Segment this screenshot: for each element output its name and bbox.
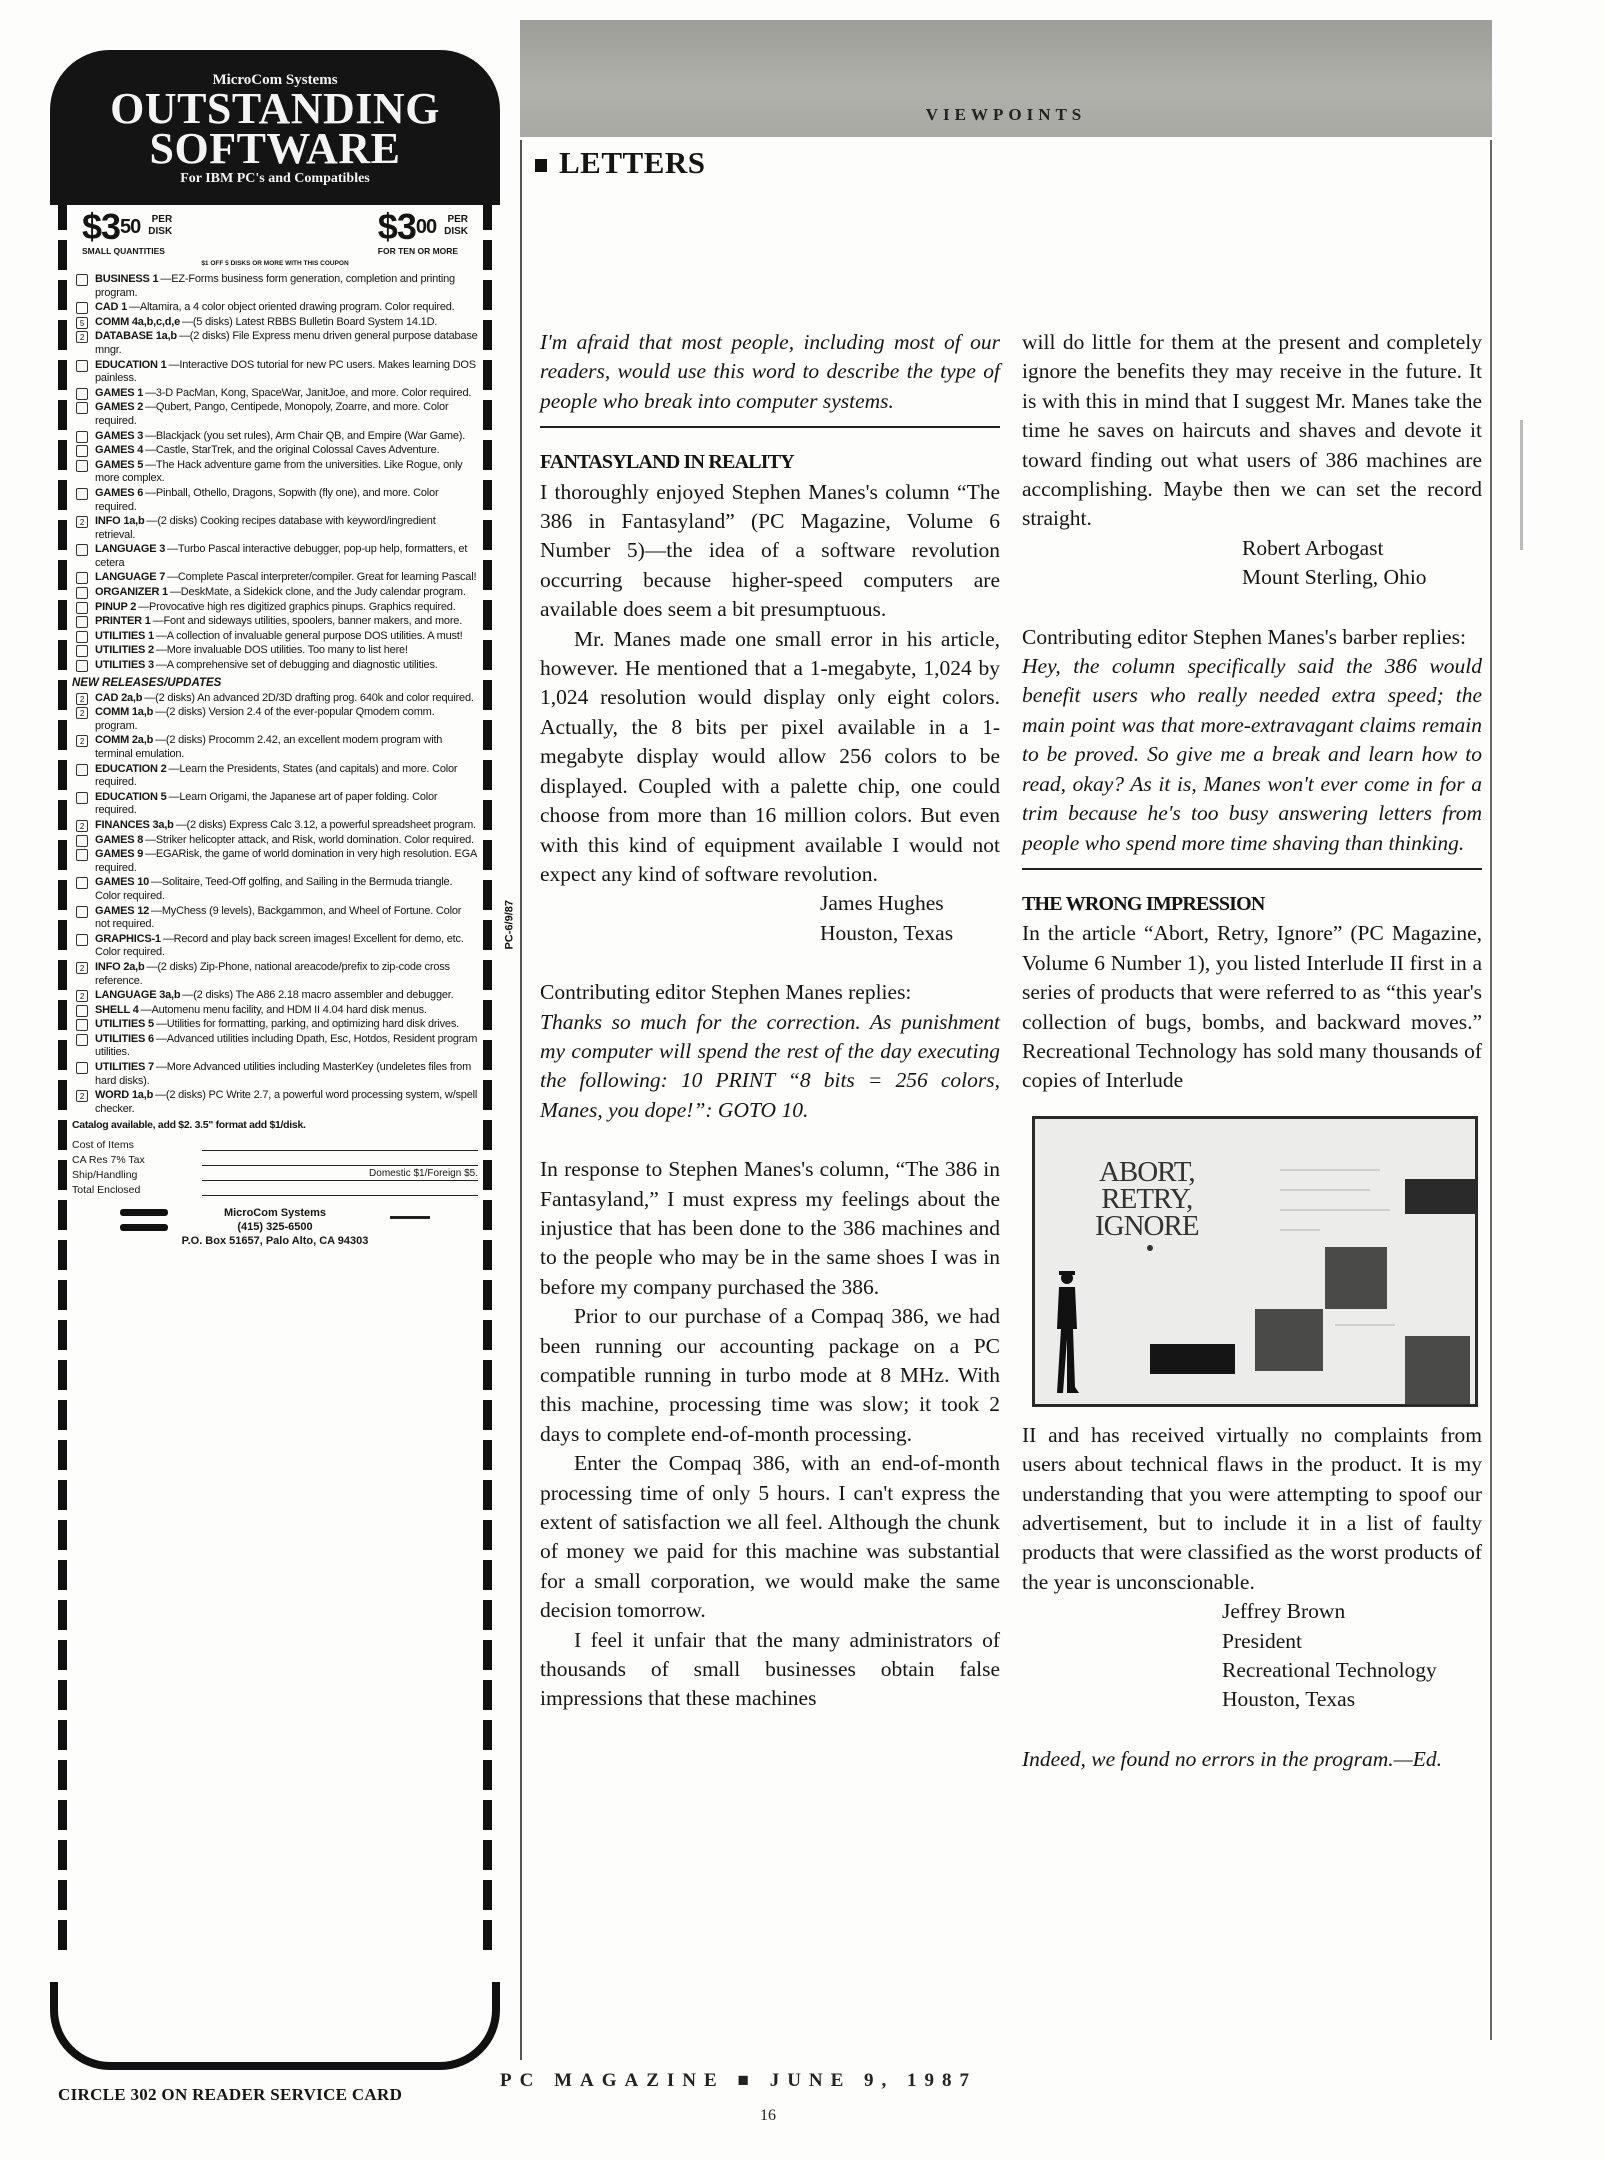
order-checkbox[interactable] [76, 544, 88, 556]
bullet-square-icon [535, 159, 547, 172]
signature-name: Jeffrey Brown [1222, 1599, 1346, 1624]
column-rule-right [1490, 140, 1492, 2040]
software-item [76, 659, 478, 673]
ad-body [72, 206, 478, 1248]
order-checkbox[interactable] [76, 660, 88, 672]
item-name: LANGUAGE 3a,b [95, 989, 181, 1002]
letter-paragraph: Prior to our purchase of a Compaq 386, we had been running our accounting package on a PC compatible running in turbo mode at 8 MHz. With this machine, processing time was slow; it took 2 days to complete end-of-month processing. [540, 1304, 1000, 1446]
order-checkbox[interactable] [76, 1034, 88, 1046]
coupon-offer: $1 OFF 5 DISKS OR MORE WITH THIS COUPON [201, 260, 349, 267]
order-checkbox[interactable] [76, 764, 88, 776]
order-checkbox[interactable] [76, 572, 88, 584]
order-checkbox[interactable]: 5 [76, 317, 88, 329]
item-description: —Turbo Pascal interactive debugger, pop-up help, formatters, et cetera [95, 543, 468, 569]
item-description: —Solitaire, Teed-Off golfing, and Sailing in the Bermuda triangle. Color required. [95, 876, 453, 902]
item-description: —Automenu menu facility, and HDM II 4.04 hard disk menus. [140, 1003, 427, 1016]
item-description: —Provocative high res digitized graphics pinups. Graphics required. [138, 600, 456, 613]
order-form-row [72, 1181, 478, 1196]
item-description: —(2 disks) Cooking recipes database with keyword/ingredient retrieval. [95, 515, 436, 541]
item-name: GAMES 1 [95, 386, 144, 399]
footer-separator-icon: ■ [737, 2070, 757, 2091]
software-item [76, 571, 478, 585]
item-description: —A comprehensive set of debugging and diagnostic utilities. [155, 659, 438, 672]
software-item [76, 273, 478, 300]
item-description: —MyChess (9 levels), Backgammon, and Wheel of Fortune. Color not required. [95, 904, 462, 931]
order-checkbox[interactable]: 2 [76, 990, 88, 1002]
software-item [76, 734, 478, 761]
item-name: GAMES 8 [95, 833, 144, 846]
order-checkbox[interactable] [76, 616, 88, 628]
ad-title-line2: SOFTWARE [149, 124, 401, 173]
coupon-border-left [58, 200, 67, 1950]
item-description: —EGARisk, the game of world domination in very high resolution. EGA required. [95, 848, 477, 874]
item-description: —(2 disks) File Express menu driven general purpose database mngr. [95, 330, 478, 356]
order-label: Cost of Items [72, 1139, 134, 1152]
order-form-row [72, 1136, 478, 1151]
new-releases-heading: NEW RELEASES/UPDATES [72, 676, 222, 689]
ad-header [50, 50, 500, 205]
software-item [76, 543, 478, 570]
letter-paragraph: I feel it unfair that the many administrators of thousands of small businesses obtain false impressions that these machines [540, 1627, 1000, 1711]
order-checkbox[interactable] [76, 1019, 88, 1031]
order-input-line[interactable] [202, 1152, 478, 1166]
order-checkbox[interactable] [76, 835, 88, 847]
item-name: EDUCATION 5 [95, 790, 167, 803]
order-input-line[interactable]: Domestic $1/Foreign $5. [202, 1167, 478, 1181]
item-name: GAMES 2 [95, 401, 144, 414]
order-checkbox[interactable]: 2 [76, 735, 88, 747]
software-item [76, 444, 478, 458]
letter-paragraph: Mr. Manes made one small error in his article, however. He mentioned that a 1-megabyte, 1,024 by 1,024 resolution would display only eight colors. Actually, the 8 bits per pixel available in a 1-megabyte display would allow 256 colors to be displayed. Coupled with a palette chip, one could choose from more than 16 million colors. But even with this kind of equipment available I would not expect any kind of software revolution. [540, 626, 1000, 886]
price-cents: 00 [415, 216, 437, 238]
item-description: —A collection of invaluable general purpose DOS utilities. A must! [155, 629, 463, 642]
order-checkbox[interactable] [76, 849, 88, 861]
item-name: FINANCES 3a,b [95, 818, 174, 831]
order-checkbox[interactable] [76, 602, 88, 614]
software-item [76, 601, 478, 615]
text-column-2 [1022, 328, 1482, 1774]
order-checkbox[interactable] [76, 877, 88, 889]
letter-paragraph: II and has received virtually no complaints from users about technical flaws in the product. It is my understanding that you were attempting to spoof our advertisement, but to include it in a list of faulty products that were classified as the worst products of the year is unconscionable. [1022, 1422, 1482, 1594]
item-description: —(2 disks) An advanced 2D/3D drafting prog. 640k and color required. [144, 691, 474, 704]
item-name: COMM 1a,b [95, 706, 154, 719]
order-checkbox[interactable]: 2 [76, 962, 88, 974]
software-item [76, 933, 478, 960]
item-name: GAMES 10 [95, 876, 150, 889]
order-checkbox[interactable] [76, 302, 88, 314]
order-checkbox[interactable] [76, 388, 88, 400]
order-checkbox[interactable] [76, 402, 88, 414]
item-description: —More Advanced utilities including MasterKey (undeletes files from hard disks). [95, 1061, 472, 1087]
order-checkbox[interactable] [76, 360, 88, 372]
item-description: —(2 disks) PC Write 2.7, a powerful word processing system, w/spell checker. [95, 1089, 478, 1115]
ad-title-line1: OUTSTANDING [110, 84, 440, 133]
order-checkbox[interactable] [76, 1062, 88, 1074]
price-disk-label: DISK [148, 226, 173, 237]
order-checkbox[interactable] [76, 792, 88, 804]
software-item [76, 301, 478, 315]
divider [1022, 868, 1482, 870]
software-item [76, 848, 478, 875]
price-bulk [377, 206, 468, 256]
item-description: —The Hack adventure game from the universities. Like Rogue, only more complex. [95, 458, 463, 485]
signature-company: Recreational Technology [1222, 1658, 1437, 1682]
footer-phone: (415) 325-6500 [237, 1221, 313, 1234]
footer-company: MicroCom Systems [223, 1207, 327, 1220]
reader-service-note: CIRCLE 302 ON READER SERVICE CARD [58, 2085, 403, 2104]
ad-subtitle: For IBM PC's and Compatibles [180, 171, 370, 186]
item-description: —Blackjack (you set rules), Arm Chair QB, and Empire (War Game). [145, 429, 466, 442]
item-description: —Learn Origami, the Japanese art of paper folding. Color required. [95, 790, 438, 817]
reply-intro: Contributing editor Stephen Manes replies: [540, 980, 912, 1005]
order-checkbox[interactable] [76, 445, 88, 457]
item-name: WORD 1a,b [95, 1089, 154, 1102]
software-item [76, 692, 478, 706]
price-note: FOR TEN OR MORE [377, 246, 459, 256]
section-banner [520, 20, 1492, 137]
seal-mark-icon [390, 1216, 430, 1219]
software-item [76, 961, 478, 988]
software-item [76, 1061, 478, 1088]
banner-label: VIEWPOINTS [925, 105, 1087, 124]
signature-place: Houston, Texas [820, 920, 954, 945]
coupon-border-right [483, 200, 492, 1950]
software-item [76, 989, 478, 1003]
order-checkbox[interactable]: 2 [76, 1090, 88, 1102]
item-name: CAD 2a,b [95, 691, 143, 704]
item-description: —Learn the Presidents, States (and capitals) and more. Color required. [95, 762, 458, 789]
price-per-label: PER [447, 214, 468, 225]
column-rule-left [520, 140, 522, 2060]
editor-reply: Thanks so much for the correction. As punishment my computer will spend the rest of the day executing the following: 10 PRINT “8 bits = 256 colors, Manes, you dope!”: GOTO 10. [540, 1009, 1000, 1122]
signature-name: James Hughes [820, 891, 944, 916]
intro-paragraph: I'm afraid that most people, including most of our readers, would use this word to describe the type of people who break into computer systems. [540, 330, 1000, 413]
item-name: LANGUAGE 7 [95, 571, 166, 584]
signature-name: Robert Arbogast [1242, 535, 1384, 560]
signature-place: Mount Sterling, Ohio [1242, 565, 1427, 590]
software-item [76, 430, 478, 444]
microcom-logo-icon [120, 1209, 168, 1235]
ad-brand: MicroCom Systems [212, 72, 338, 88]
software-item [76, 1018, 478, 1032]
item-name: GAMES 12 [95, 904, 150, 917]
software-item [76, 791, 478, 818]
price-small-quantities [82, 206, 173, 256]
order-checkbox[interactable] [76, 934, 88, 946]
coupon-border-bottom [50, 1982, 500, 2070]
signature-title: President [1222, 1628, 1303, 1653]
item-description: —More invaluable DOS utilities. Too many to list here! [155, 644, 408, 657]
item-name: UTILITIES 3 [95, 659, 154, 672]
software-item [76, 401, 478, 428]
ad-footer [72, 1206, 478, 1248]
item-name: GAMES 3 [95, 429, 144, 442]
software-item [76, 615, 478, 629]
order-checkbox[interactable] [76, 906, 88, 918]
item-description: —(2 disks) The A86 2.18 macro assembler and debugger. [182, 989, 454, 1002]
order-checkbox[interactable]: 2 [76, 331, 88, 343]
reply-intro: Contributing editor Stephen Manes's barber replies: [1022, 624, 1466, 649]
order-checkbox[interactable] [76, 587, 88, 599]
divider [540, 426, 1000, 428]
item-description: —Castle, StarTrek, and the original Colossal Caves Adventure. [145, 444, 440, 457]
order-checkbox[interactable] [76, 274, 88, 286]
margin-mark [1520, 420, 1523, 550]
footer-address: P.O. Box 51657, Palo Alto, CA 94303 [181, 1235, 369, 1248]
software-item [76, 359, 478, 386]
item-name: COMM 4a,b,c,d,e [95, 315, 181, 328]
page-number: 16 [760, 2107, 776, 2124]
section-title [535, 145, 706, 181]
item-name: GAMES 4 [95, 444, 144, 457]
order-input-line[interactable] [202, 1137, 478, 1151]
item-name: UTILITIES 7 [95, 1061, 154, 1074]
silhouette-figure-icon [1053, 1269, 1083, 1397]
item-description: —Qubert, Pango, Centipede, Monopoly, Zoarre, and more. Color required. [95, 401, 449, 427]
item-description: —DeskMate, a Sidekick clone, and the Judy calendar program. [169, 586, 466, 599]
page-footer [500, 2070, 977, 2092]
software-item [76, 1089, 478, 1116]
item-name: BUSINESS 1 [95, 273, 159, 285]
item-name: ORGANIZER 1 [95, 586, 168, 599]
price-note: SMALL QUANTITIES [82, 246, 165, 256]
figure-title: ABORT, RETRY, IGNORE [1095, 1155, 1199, 1242]
letter-paragraph: In response to Stephen Manes's column, “The 386 in Fantasyland,” I must express my feelings about the injustice that has been done to the 386 machines and to the people who may be in the same shoes I was in before my company purchased the 386. [540, 1157, 1000, 1299]
order-checkbox[interactable] [76, 460, 88, 472]
software-item [76, 644, 478, 658]
item-name: EDUCATION 2 [95, 762, 167, 775]
item-name: INFO 1a,b [95, 515, 145, 528]
section-title-text: LETTERS [559, 145, 706, 180]
item-name: GAMES 6 [95, 486, 144, 499]
price-dollars: $3 [377, 206, 416, 247]
item-name: GAMES 5 [95, 458, 144, 471]
software-item [76, 706, 478, 733]
software-item [76, 387, 478, 401]
order-form-row [72, 1151, 478, 1166]
signature-place: Houston, Texas [1222, 1687, 1356, 1712]
order-label: CA Res 7% Tax [72, 1154, 145, 1167]
order-checkbox[interactable] [76, 631, 88, 643]
footer-magazine: PC MAGAZINE [500, 2070, 725, 2091]
order-checkbox[interactable]: 2 [76, 693, 88, 705]
item-name: PRINTER 1 [95, 615, 151, 628]
item-description: —(2 disks) Procomm 2.42, an excellent modem program with terminal emulation. [95, 734, 443, 760]
item-name: PINUP 2 [95, 600, 137, 613]
item-description: —Complete Pascal interpreter/compiler. Great for learning Pascal! [167, 571, 477, 584]
software-item [76, 819, 478, 833]
letter-paragraph: I thoroughly enjoyed Stephen Manes's column “The 386 in Fantasyland” (PC Magazine, Volume 6 Number 5)—the idea of a software revolution occurring because higher-speed computers are available does seem a bit presumptuous. [540, 479, 1000, 622]
item-name: EDUCATION 1 [95, 358, 167, 371]
price-disk-label: DISK [444, 226, 468, 237]
item-name: GRAPHICS-1 [95, 932, 161, 945]
item-description: —Advanced utilities including Dpath, Esc, Hotdos, Resident program utilities. [95, 1032, 478, 1059]
item-description: —(2 disks) Express Calc 3.12, a powerful spreadsheet program. [175, 818, 476, 831]
item-name: INFO 2a,b [95, 960, 145, 973]
order-checkbox[interactable] [76, 488, 88, 500]
item-name: COMM 2a,b [95, 734, 154, 747]
order-label: Ship/Handling [72, 1169, 138, 1182]
footer-date: JUNE 9, 1987 [769, 2070, 978, 2091]
item-description: —Striker helicopter attack, and Risk, world domination. Color required. [145, 833, 474, 846]
item-name: LANGUAGE 3 [95, 543, 166, 556]
item-description: —Pinball, Othello, Dragons, Sopwith (fly one), and more. Color required. [95, 486, 439, 513]
item-description: —EZ-Forms business form generation, completion and printing program. [95, 273, 455, 299]
item-name: CAD 1 [95, 301, 128, 314]
order-checkbox[interactable]: 2 [76, 820, 88, 832]
letter-paragraph: will do little for them at the present and completely ignore the benefits they may receive in the future. It is with this in mind that I suggest Mr. Manes take the time he saves on haircuts and shaves and devote it toward finding out what users of 386 machines are accomplishing. Maybe then we can set the record straight. [1022, 330, 1482, 531]
item-description: —Font and sideways utilities, spoolers, banner makers, and more. [152, 615, 463, 628]
software-list [72, 273, 478, 673]
coupon-code: PC-6/9/87 [504, 900, 516, 950]
item-name: UTILITIES 5 [95, 1018, 154, 1031]
price-dollars: $3 [82, 206, 121, 247]
editor-note: Indeed, we found no errors in the program.—Ed. [1022, 1746, 1443, 1771]
item-description: —Altamira, a 4 color object oriented drawing program. Color required. [129, 301, 455, 314]
price-cents: 50 [120, 216, 141, 238]
software-item [76, 316, 478, 330]
text-column-1 [540, 328, 1000, 1714]
item-name: UTILITIES 6 [95, 1032, 154, 1045]
item-name: SHELL 4 [95, 1003, 139, 1016]
software-item [76, 876, 478, 903]
software-item [76, 834, 478, 848]
item-description: —Utilities for formatting, parking, and optimizing hard disk drives. [155, 1018, 460, 1031]
letter-paragraph: In the article “Abort, Retry, Ignore” (PC Magazine, Volume 6 Number 1), you listed Interlude II first in a series of products that were referred to as “this year's collection of bugs, bombs, and backward moves.” Recreational Technology has sold many thousands of copies of Interlude [1022, 921, 1482, 1093]
order-form-row [72, 1166, 478, 1181]
item-description: —(2 disks) Zip-Phone, national areacode/prefix to zip-code cross reference. [95, 960, 450, 987]
letter-paragraph: Enter the Compaq 386, with an end-of-month processing time of only 5 hours. I can't express the extent of satisfaction we all feel. Although the chunk of money we paid for this machine was substantial for a small corporation, we would make the same decision tomorrow. [540, 1451, 1000, 1623]
software-item [76, 459, 478, 486]
article-spread-image [1032, 1116, 1478, 1407]
headline-wrong-impression: THE WRONG IMPRESSION [1022, 892, 1265, 915]
headline-fantasyland: FANTASYLAND IN REALITY [540, 451, 794, 474]
order-checkbox[interactable]: 2 [76, 516, 88, 528]
item-name: UTILITIES 1 [95, 629, 154, 642]
software-item [76, 630, 478, 644]
software-item [76, 330, 478, 357]
order-checkbox[interactable] [76, 1005, 88, 1017]
new-releases-list [72, 692, 478, 1117]
catalog-note: Catalog available, add $2. 3.5" format add $1/disk. [72, 1119, 306, 1132]
price-panel [72, 206, 478, 256]
price-per-label: PER [151, 214, 173, 225]
software-item [76, 1004, 478, 1018]
item-description: —Interactive DOS tutorial for new PC users. Makes learning DOS painless. [95, 358, 476, 385]
order-checkbox[interactable] [76, 645, 88, 657]
item-description: —Record and play back screen images! Excellent for demo, etc. Color required. [95, 932, 464, 959]
software-item [76, 487, 478, 514]
item-description: —3-D PacMan, Kong, SpaceWar, JanitJoe, and more. Color required. [145, 386, 472, 399]
software-item [76, 586, 478, 600]
order-checkbox[interactable]: 2 [76, 707, 88, 719]
order-form [72, 1136, 478, 1196]
software-item [76, 1033, 478, 1060]
barber-reply: Hey, the column specifically said the 386 would benefit users who really needed extra speed; the main point was that more-extravagant claims remain to be proved. So give me a break and learn how to read, okay? As it is, Manes won't ever come in for a trim because he's too busy answering letters from people who spend more time shaving than thinking. [1022, 654, 1482, 855]
order-label: Total Enclosed [72, 1184, 141, 1197]
order-input-line[interactable] [202, 1182, 478, 1196]
item-name: GAMES 9 [95, 848, 144, 861]
item-name: UTILITIES 2 [95, 644, 154, 657]
item-description: —(5 disks) Latest RBBS Bulletin Board System 14.1D. [182, 315, 438, 328]
microcom-ad [50, 50, 516, 2070]
item-name: DATABASE 1a,b [95, 330, 177, 343]
software-item [76, 763, 478, 790]
order-checkbox[interactable] [76, 431, 88, 443]
item-description: —(2 disks) Version 2.4 of the ever-popular Qmodem comm. program. [95, 706, 435, 732]
software-item [76, 515, 478, 542]
software-item [76, 905, 478, 932]
